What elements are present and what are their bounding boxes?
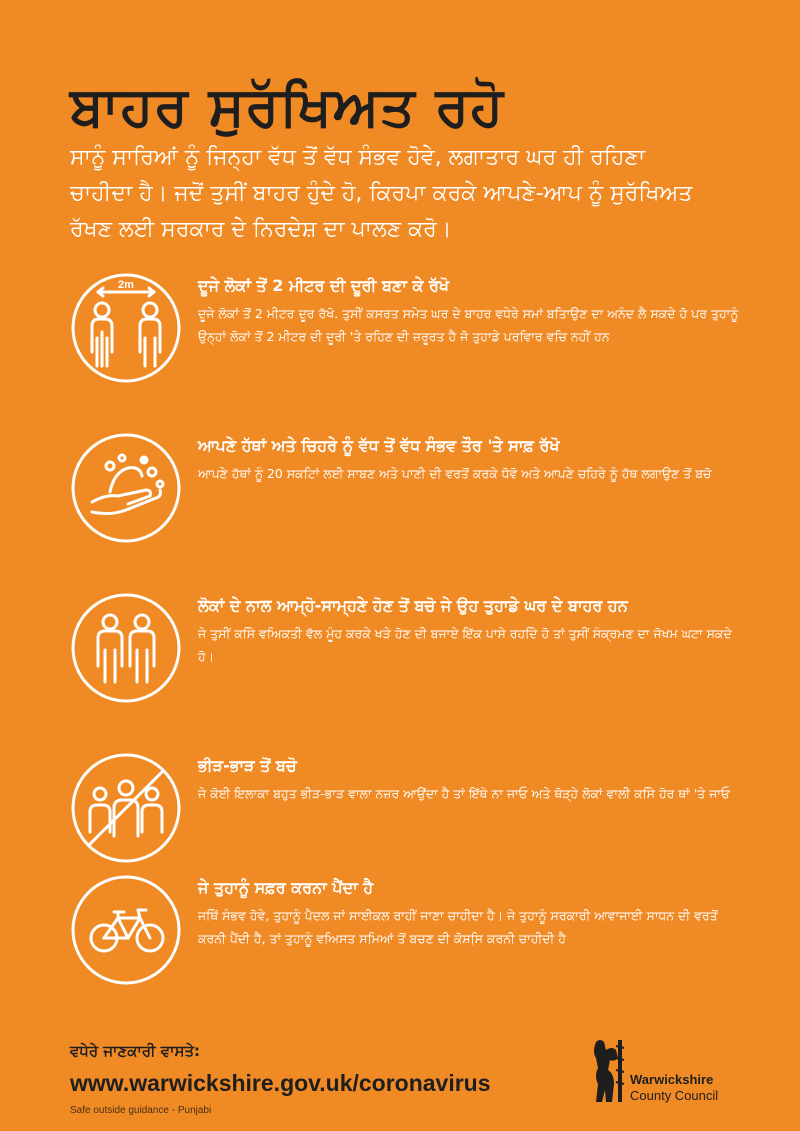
guidance-text: [198, 272, 743, 348]
guidance-body: ਜੇ ਕੋਈ ਇਲਾਕਾ ਬਹੁਤ ਭੀੜ-ਭਾੜ ਵਾਲਾ ਨਜ਼ਰ ਆਉਂਦਾ ਹੈ ਤਾਂ ਇੱਥੇ ਨਾ ਜਾਓ ਅਤੇ ਥੋੜ੍ਹੇ ਲੋਕਾਂ ਵਾਲੀ ਕਸਿੇ ਹੋਰ ਥਾਂ 'ਤੇ ਜਾਓ: [198, 786, 730, 801]
guidance-item-travel: [70, 874, 740, 1004]
guidance-item-face-to-face: [70, 592, 740, 722]
guidance-text: [198, 432, 743, 485]
guidance-item-hands: [70, 432, 740, 562]
guidance-body: ਜੇ ਤੁਸੀਂ ਕਸਿੇ ਵਅਿਕਤੀ ਵੱਲ ਮੂੰਹ ਕਰਕੇ ਖੜੇ ਹੋਣ ਦੀ ਬਜਾਏ ਇੱਕ ਪਾਸੇ ਰਹਦਿੇ ਹੋ ਤਾਂ ਤੁਸੀਂ ਸੰਕ੍ਰਮਣ ਦਾ ਜੋਖਮ ਘਟਾ ਸਕਦੇ ਹੋ।: [198, 626, 732, 664]
hand-washing-icon: [70, 432, 182, 544]
intro-paragraph: ਸਾਨੂੰ ਸਾਰਿਆਂ ਨੂੰ ਜਿਨ੍ਹਾ ਵੱਧ ਤੋਂ ਵੱਧ ਸੰਭਵ ਹੋਵੇ, ਲਗਾਤਾਰ ਘਰ ਹੀ ਰਹਿਣਾ ਚਾਹੀਦਾ ਹੈ। ਜਦੋਂ ਤੁਸੀਂ ਬਾਹਰ ਹੁੰਦੇ ਹੋ, ਕਿਰਪਾ ਕਰਕੇ ਆਪਣੇ-ਆਪ ਨੂੰ ਸੁਰੱਖਿਅਤ ਰੱਖਣ ਲਈ ਸਰਕਾਰ ਦੇ ਨਿਰਦੇਸ਼ ਦਾ ਪਾਲਣ ਕਰੋ।: [70, 145, 693, 242]
guidance-heading: ਲੋਕਾਂ ਦੇ ਨਾਲ ਆਮ੍ਹੋ-ਸਾਮ੍ਹਣੇ ਹੋਣ ਤੋਂ ਬਚੋ ਜੇ ਉਹ ਤੁਹਾਡੇ ਘਰ ਦੇ ਬਾਹਰ ਹਨ: [198, 596, 628, 615]
guidance-body: ਦੂਜੇ ਲੋਕਾਂ ਤੋਂ 2 ਮੀਟਰ ਦੂਰ ਰੱਖੋ. ਤੁਸੀਂ ਕਸਰਤ ਸਮੇਤ ਘਰ ਦੇ ਬਾਹਰ ਵਧੇਰੇ ਸਮਾਂ ਬਤਿਾਉਣ ਦਾ ਅਨੰਦ ਲੈ ਸਕਦੇ ਹੋ ਪਰ ਤੁਹਾਨੂੰ ਉਨ੍ਹਾਂ ਲੋਕਾਂ ਤੋਂ 2 ਮੀਟਰ ਦੀ ਦੂਰੀ 'ਤੇ ਰਹਿਣ ਦੀ ਜ਼ਰੂਰਤ ਹੈ ਜੋ ਤੁਹਾਡੇ ਪਰਵਿਾਰ ਵਚਿ ਨਹੀਂ ਹਨ: [198, 306, 739, 344]
guidance-item-crowds: [70, 752, 740, 882]
guidance-heading: ਜੇ ਤੁਹਾਨੂੰ ਸਫ਼ਰ ਕਰਨਾ ਪੈਂਦਾ ਹੈ: [198, 878, 374, 897]
distance-label: 2m: [118, 279, 134, 291]
document-caption: Safe outside guidance - Punjabi: [70, 1105, 212, 1116]
guidance-text: [198, 592, 743, 668]
no-crowds-icon: [70, 752, 182, 864]
more-info-label: ਵਧੇਰੇ ਜਾਣਕਾਰੀ ਵਾਸਤੇ:: [70, 1042, 201, 1060]
logo-name: Warwickshire: [630, 1072, 714, 1087]
side-by-side-people-icon: [70, 592, 182, 704]
guidance-text: [198, 874, 743, 950]
page-title: ਬਾਹਰ ਸੁਰੱਖਿਅਤ ਰਹੋ: [70, 75, 505, 138]
social-distance-2m-icon: [70, 272, 182, 384]
guidance-item-distance: [70, 272, 740, 402]
guidance-text: [198, 752, 743, 805]
bicycle-icon: [70, 874, 182, 986]
guidance-body: ਆਪਣੇ ਹੱਥਾਂ ਨੂੰ 20 ਸਕਟਿਾਂ ਲਈ ਸਾਬਣ ਅਤੇ ਪਾਣੀ ਦੀ ਵਰਤੋਂ ਕਰਕੇ ਧੋਵੋ ਅਤੇ ਆਪਣੇ ਚਹਿਰੇ ਨੂੰ ਹੱਥ ਲਗਾਉਣ ਤੋਂ ਬਚੋ: [198, 466, 712, 481]
guidance-body: ਜਥਿੇਂ ਸੰਭਵ ਹੋਵੇ, ਤੁਹਾਨੂੰ ਪੈਦਲ ਜਾਂ ਸਾਈਕਲ ਰਾਹੀਂ ਜਾਣਾ ਚਾਹੀਦਾ ਹੈ। ਜੇ ਤੁਹਾਨੂੰ ਸਰਕਾਰੀ ਆਵਾਜਾਈ ਸਾਧਨ ਦੀ ਵਰਤੋਂ ਕਰਨੀ ਪੈਂਦੀ ਹੈ, ਤਾਂ ਤੁਹਾਨੂੰ ਵਅਿਸਤ ਸਮਿਆਂ ਤੋਂ ਬਚਣ ਦੀ ਕੋਸ਼ਸਿ਼ ਕਰਨੀ ਚਾਹੀਦੀ ਹੈ: [198, 908, 718, 946]
guidance-heading: ਦੂਜੇ ਲੋਕਾਂ ਤੋਂ 2 ਮੀਟਰ ਦੀ ਦੂਰੀ ਬਣਾ ਕੇ ਰੱਖੋ: [198, 276, 450, 295]
bear-and-ragged-staff-icon: [588, 1036, 626, 1106]
logo-subtitle: County Council: [630, 1088, 719, 1103]
council-logo: [588, 1036, 738, 1106]
guidance-heading: ਭੀੜ-ਭਾੜ ਤੋਂ ਬਚੋ: [198, 756, 297, 775]
website-link[interactable]: www.warwickshire.gov.uk/coronavirus: [70, 1070, 491, 1096]
guidance-heading: ਆਪਣੇ ਹੱਥਾਂ ਅਤੇ ਚਿਹਰੇ ਨੂੰ ਵੱਧ ਤੋਂ ਵੱਧ ਸੰਭਵ ਤੌਰ 'ਤੇ ਸਾਫ਼ ਰੱਖੋ: [198, 436, 560, 455]
